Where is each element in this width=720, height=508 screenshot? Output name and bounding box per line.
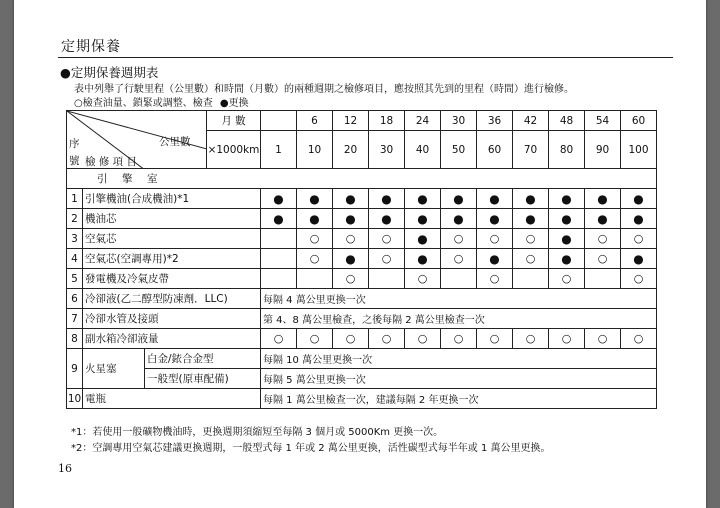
check-mark: ○ <box>369 229 405 249</box>
km-header: 1 <box>261 131 297 169</box>
table-header-corner <box>67 111 207 169</box>
row-item: 發電機及冷氣皮帶 <box>83 269 261 289</box>
km-header: 70 <box>513 131 549 169</box>
month-header: 6 <box>297 111 333 131</box>
month-header: 24 <box>405 111 441 131</box>
table-row <box>67 249 657 269</box>
check-mark: ○ <box>405 329 441 349</box>
km-header: 30 <box>369 131 405 169</box>
row-number: 10 <box>67 389 83 409</box>
empty-cell <box>585 269 621 289</box>
table-row <box>67 229 657 249</box>
replace-mark: ● <box>405 209 441 229</box>
replace-mark: ● <box>513 209 549 229</box>
replace-mark: ● <box>297 189 333 209</box>
check-mark: ○ <box>585 249 621 269</box>
month-header: 36 <box>477 111 513 131</box>
replace-mark: ● <box>333 249 369 269</box>
replace-mark: ● <box>405 229 441 249</box>
km-header: 60 <box>477 131 513 169</box>
replace-mark: ● <box>621 209 657 229</box>
km-header: 90 <box>585 131 621 169</box>
empty-cell <box>369 269 405 289</box>
table-row <box>67 209 657 229</box>
replace-mark: ● <box>297 209 333 229</box>
month-header: 42 <box>513 111 549 131</box>
row-number: 4 <box>67 249 83 269</box>
check-mark: ○ <box>261 329 297 349</box>
seq-label-top: 序 <box>69 138 80 150</box>
month-header: 48 <box>549 111 585 131</box>
check-mark: ○ <box>513 249 549 269</box>
row-number: 2 <box>67 209 83 229</box>
km-label: 公里數 <box>159 136 191 148</box>
seq-label-bottom: 號 <box>69 155 80 167</box>
title-divider <box>58 57 673 58</box>
spark-type: 白金/銥合金型 <box>145 349 261 369</box>
empty-cell <box>297 269 333 289</box>
check-mark: ○ <box>477 329 513 349</box>
row-number: 3 <box>67 229 83 249</box>
check-mark: ○ <box>333 229 369 249</box>
maintenance-schedule-table <box>66 110 657 409</box>
replace-mark: ● <box>549 229 585 249</box>
legend-replace: ●更換 <box>219 98 249 109</box>
check-mark: ○ <box>297 229 333 249</box>
check-mark: ○ <box>585 229 621 249</box>
replace-mark: ● <box>549 189 585 209</box>
row-number: 8 <box>67 329 83 349</box>
month-header: 18 <box>369 111 405 131</box>
legend-check: ○檢查油量、鎖緊或調整、檢查 <box>74 98 213 109</box>
replace-mark: ● <box>513 189 549 209</box>
replace-mark: ● <box>405 189 441 209</box>
check-mark: ○ <box>513 229 549 249</box>
check-mark: ○ <box>549 329 585 349</box>
check-mark: ○ <box>585 329 621 349</box>
spark-type: 一般型(原車配備) <box>145 369 261 389</box>
replace-mark: ● <box>585 189 621 209</box>
row-number: 9 <box>67 349 83 389</box>
legend <box>74 94 253 109</box>
replace-mark: ● <box>477 249 513 269</box>
replace-mark: ● <box>441 209 477 229</box>
km-header: 100 <box>621 131 657 169</box>
month-header: 54 <box>585 111 621 131</box>
month-label: 月 數 <box>207 111 261 131</box>
replace-mark: ● <box>333 189 369 209</box>
check-mark: ○ <box>441 329 477 349</box>
row-note: 每隔 1 萬公里檢查一次，建議每隔 2 年更換一次 <box>261 389 657 409</box>
check-mark: ○ <box>369 329 405 349</box>
empty-cell <box>261 249 297 269</box>
row-number: 6 <box>67 289 83 309</box>
replace-mark: ● <box>261 209 297 229</box>
check-mark: ○ <box>477 269 513 289</box>
footnotes <box>71 425 551 457</box>
row-number: 7 <box>67 309 83 329</box>
replace-mark: ● <box>369 209 405 229</box>
replace-mark: ● <box>549 249 585 269</box>
check-mark: ○ <box>477 229 513 249</box>
section-title: ●定期保養週期表 <box>60 65 159 80</box>
check-mark: ○ <box>513 329 549 349</box>
km-header: 50 <box>441 131 477 169</box>
check-mark: ○ <box>297 329 333 349</box>
check-mark: ○ <box>621 329 657 349</box>
replace-mark: ● <box>621 249 657 269</box>
row-note: 每隔 4 萬公里更換一次 <box>261 289 657 309</box>
table-row <box>67 349 657 369</box>
replace-mark: ● <box>477 189 513 209</box>
check-mark: ○ <box>621 269 657 289</box>
empty-cell <box>261 229 297 249</box>
empty-cell <box>441 269 477 289</box>
row-item: 空氣芯 <box>83 229 261 249</box>
manual-page <box>14 0 706 508</box>
table-row <box>67 329 657 349</box>
month-header: 60 <box>621 111 657 131</box>
replace-mark: ● <box>405 249 441 269</box>
footnote-2: *2：空調專用空氣芯建議更換週期，一般型式每 1 年或 2 萬公里更換，活性碳型式每半年或 1 萬公里更換。 <box>71 443 551 454</box>
replace-mark: ● <box>261 189 297 209</box>
row-item: 電瓶 <box>83 389 261 409</box>
check-mark: ○ <box>549 269 585 289</box>
check-mark: ○ <box>621 229 657 249</box>
km-header: 10 <box>297 131 333 169</box>
check-mark: ○ <box>441 249 477 269</box>
table-row <box>67 309 657 329</box>
row-item: 火星塞 <box>83 349 145 389</box>
replace-mark: ● <box>369 189 405 209</box>
empty-cell <box>261 269 297 289</box>
page-title: 定期保養 <box>61 39 121 55</box>
row-number: 1 <box>67 189 83 209</box>
replace-mark: ● <box>477 209 513 229</box>
month-header: 12 <box>333 111 369 131</box>
row-item: 機油芯 <box>83 209 261 229</box>
row-item: 副水箱冷卻液量 <box>83 329 261 349</box>
footnote-1: *1：若使用一般礦物機油時，更換週期須縮短至每隔 3 個月或 5000Km 更換一次。 <box>71 427 444 438</box>
row-note: 每隔 5 萬公里更換一次 <box>261 369 657 389</box>
row-item: 冷卻水管及接頭 <box>83 309 261 329</box>
km-header: 20 <box>333 131 369 169</box>
item-label: 檢 修 項 目 <box>85 156 138 168</box>
table-row <box>67 189 657 209</box>
replace-mark: ● <box>621 189 657 209</box>
replace-mark: ● <box>333 209 369 229</box>
row-note: 每隔 10 萬公里更換一次 <box>261 349 657 369</box>
check-mark: ○ <box>333 269 369 289</box>
row-note: 第 4、8 萬公里檢查，之後每隔 2 萬公里檢查一次 <box>261 309 657 329</box>
page-number: 16 <box>58 462 72 475</box>
check-mark: ○ <box>369 249 405 269</box>
km-header: 40 <box>405 131 441 169</box>
row-item: 引擎機油(合成機油)*1 <box>83 189 261 209</box>
intro-text: 表中列舉了行駛里程（公里數）和時間（月數）的兩種週期之檢修項目，應按照其先到的里程（時間）進行檢修。 <box>74 84 574 95</box>
km-header: 80 <box>549 131 585 169</box>
replace-mark: ● <box>585 209 621 229</box>
row-item: 冷卻液(乙二醇型防凍劑．LLC) <box>83 289 261 309</box>
table-row <box>67 289 657 309</box>
replace-mark: ● <box>549 209 585 229</box>
month-header: 30 <box>441 111 477 131</box>
row-item: 空氣芯(空調專用)*2 <box>83 249 261 269</box>
section-engine-room: 引 擎 室 <box>67 169 657 189</box>
replace-mark: ● <box>441 189 477 209</box>
check-mark: ○ <box>333 329 369 349</box>
check-mark: ○ <box>297 249 333 269</box>
km-unit: ×1000km <box>207 131 261 169</box>
table-row <box>67 269 657 289</box>
table-row <box>67 369 657 389</box>
table-row <box>67 389 657 409</box>
row-number: 5 <box>67 269 83 289</box>
check-mark: ○ <box>441 229 477 249</box>
empty-cell <box>513 269 549 289</box>
check-mark: ○ <box>405 269 441 289</box>
